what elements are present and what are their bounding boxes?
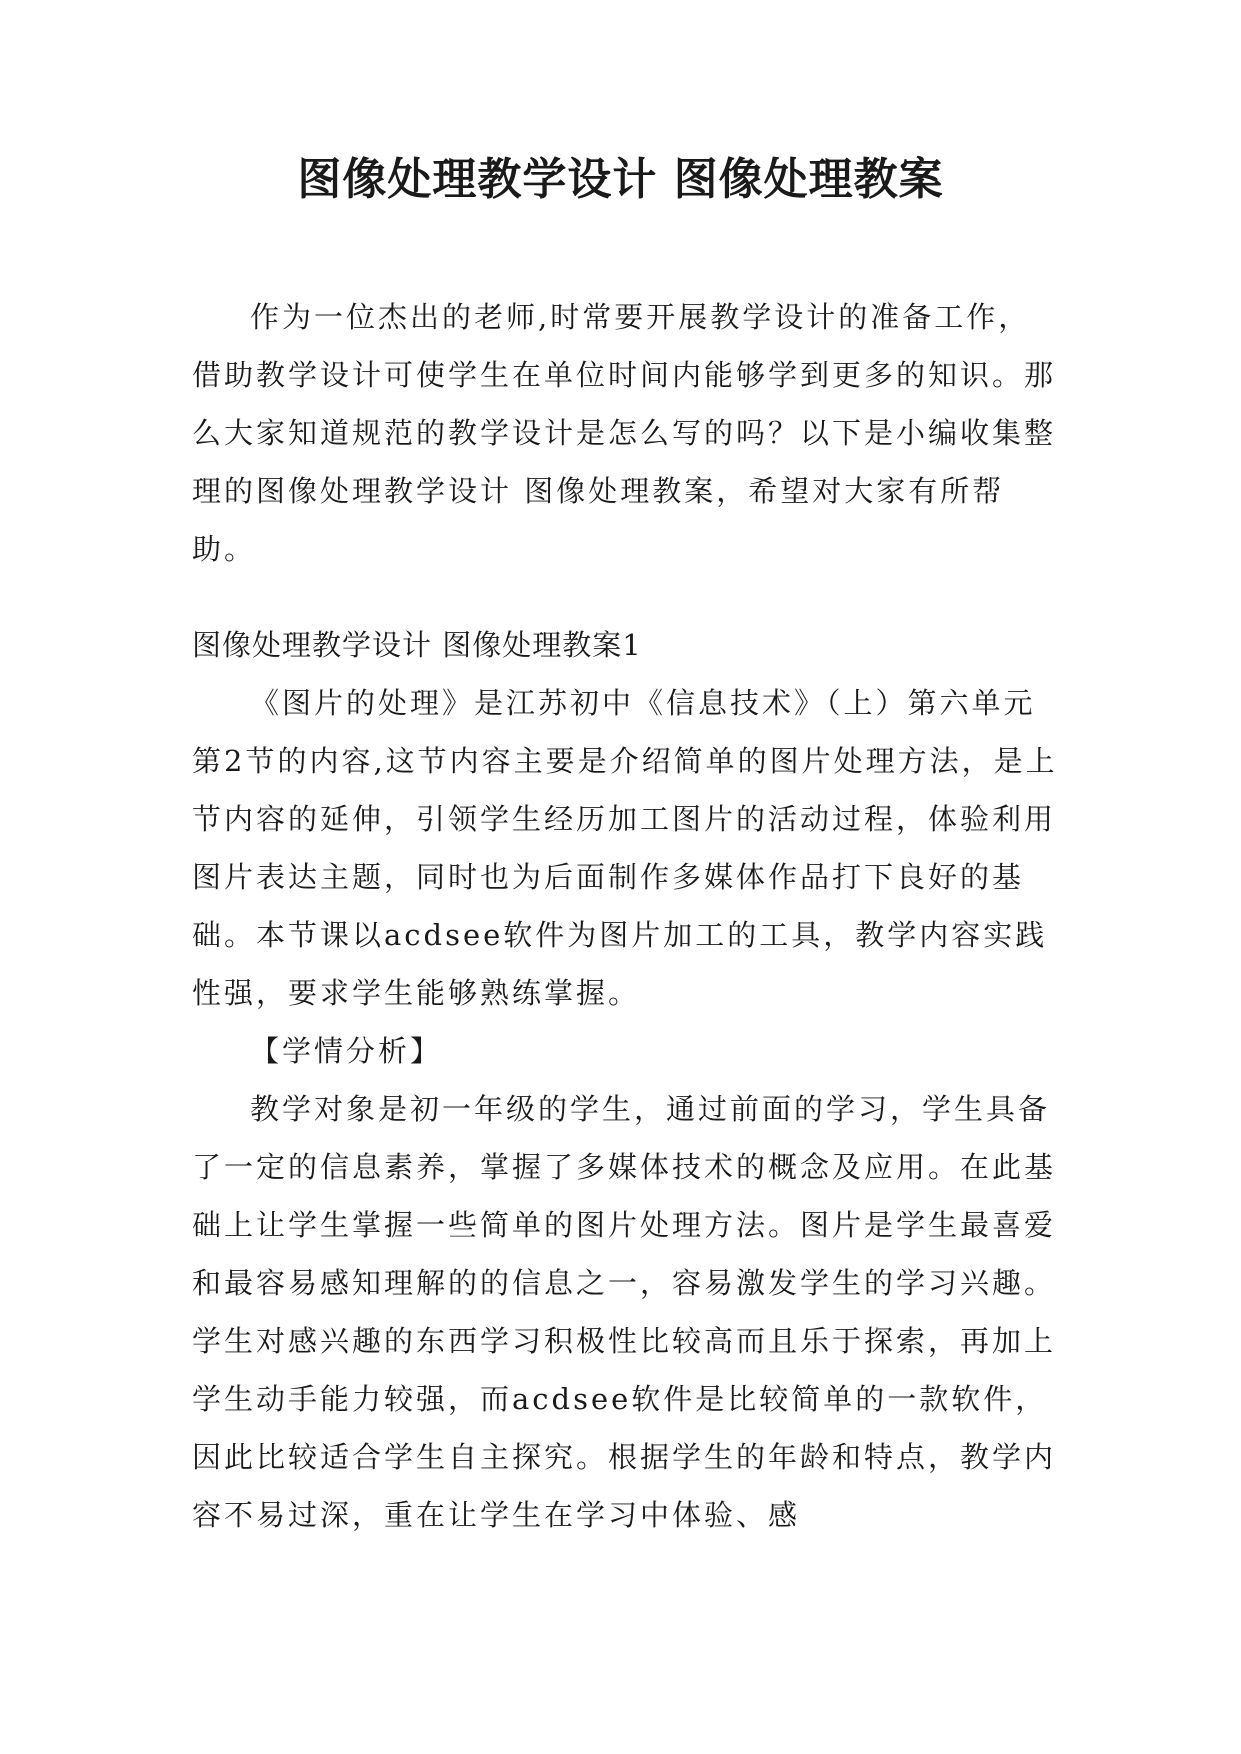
section-paragraph: 《图片的处理》是江苏初中《信息技术》（上）第六单元第2节的内容,这节内容主要是介绍简单的图片处理方法，是上节内容的延伸，引领学生经历加工图片的活动过程，体验利用图片表达主题，同时也为后面制作多媒体作品打下良好的基础。本节课以acdsee软件为图片加工的工具，教学内容实践性强，要求学生能够熟练掌握。 bbox=[192, 686, 1058, 1010]
analysis-heading: 【学情分析】 bbox=[250, 1034, 443, 1068]
section-heading: 图像处理教学设计 图像处理教案1 bbox=[192, 628, 642, 662]
page-title: 图像处理教学设计 图像处理教案 bbox=[297, 154, 944, 205]
intro-paragraph: 作为一位杰出的老师,时常要开展教学设计的准备工作，借助教学设计可使学生在单位时间内能够学到更多的知识。那么大家知道规范的教学设计是怎么写的吗？以下是小编收集整理的图像处理教学设计 图像处理教案，希望对大家有所帮助。 bbox=[192, 300, 1057, 566]
document-body bbox=[192, 288, 1062, 1544]
analysis-paragraph: 教学对象是初一年级的学生，通过前面的学习，学生具备了一定的信息素养，掌握了多媒体技术的概念及应用。在此基础上让学生掌握一些简单的图片处理方法。图片是学生最喜爱和最容易感知理解的的信息之一，容易激发学生的学习兴趣。学生对感兴趣的东西学习积极性比较高而且乐于探索，再加上学生动手能力较强，而acdsee软件是比较简单的一款软件，因此比较适合学生自主探究。根据学生的年龄和特点，教学内容不易过深，重在让学生在学习中体验、感 bbox=[192, 1092, 1057, 1532]
